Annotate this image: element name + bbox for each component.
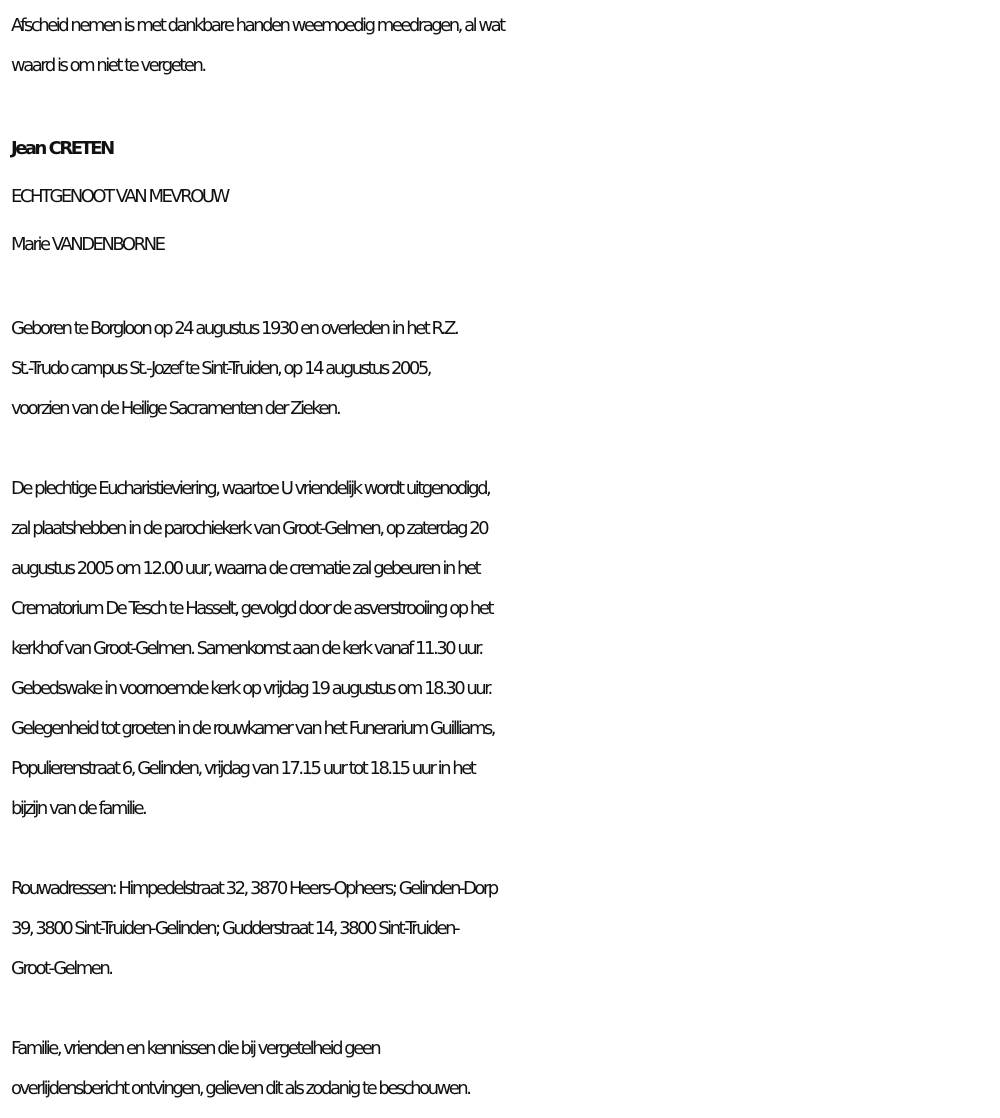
birth-death-paragraph: [11, 309, 996, 429]
paragraph-line: Gebedswake in voornoemde kerk op vrijdag 19 augustus om 18.30 uur.: [11, 678, 491, 699]
death-notice: [11, 6, 996, 1109]
paragraph-line: Gelegenheid tot groeten in de rouwkamer van het Funerarium Guilliams,: [11, 718, 494, 739]
deceased-block: [11, 125, 996, 269]
paragraph-line: kerkhof van Groot-Gelmen. Samenkomst aan de kerk vanaf 11.30 uur.: [11, 638, 482, 659]
paragraph-line: Groot-Gelmen.: [11, 958, 112, 979]
paragraph-line: Familie, vrienden en kennissen die bij vergetelheid geen: [11, 1038, 380, 1059]
paragraph-line: St.-Trudo campus St.-Jozef te Sint-Truiden, op 14 augustus 2005,: [11, 358, 430, 379]
relation-line: ECHTGENOOT VAN MEVROUW: [11, 186, 228, 207]
addresses-paragraph: [11, 869, 996, 989]
paragraph-line: Rouwadressen: Himpedelstraat 32, 3870 Heers-Opheers; Gelinden-Dorp: [11, 878, 497, 899]
paragraph-line: Crematorium De Tesch te Hasselt, gevolgd door de asverstrooiing op het: [11, 598, 492, 619]
spouse-name: Marie VANDENBORNE: [11, 234, 164, 255]
deceased-name: Jean CRETEN: [11, 138, 113, 159]
paragraph-line: augustus 2005 om 12.00 uur, waarna de crematie zal gebeuren in het: [11, 558, 480, 579]
quote-line: Afscheid nemen is met dankbare handen weemoedig meedragen, al wat: [11, 15, 504, 36]
ceremony-paragraph: [11, 469, 996, 829]
paragraph-line: voorzien van de Heilige Sacramenten der Zieken.: [11, 398, 340, 419]
paragraph-line: Geboren te Borgloon op 24 augustus 1930 en overleden in het R.Z.: [11, 318, 458, 339]
paragraph-line: 39, 3800 Sint-Truiden-Gelinden; Gudderstraat 14, 3800 Sint-Truiden-: [11, 918, 458, 939]
notice-paragraph: [11, 1029, 996, 1109]
quote-line: waard is om niet te vergeten.: [11, 55, 205, 76]
quote-paragraph: [11, 6, 996, 86]
paragraph-line: Populierenstraat 6, Gelinden, vrijdag van 17.15 uur tot 18.15 uur in het: [11, 758, 475, 779]
paragraph-line: overlijdensbericht ontvingen, gelieven dit als zodanig te beschouwen.: [11, 1078, 470, 1099]
paragraph-line: bijzijn van de familie.: [11, 798, 146, 819]
paragraph-line: De plechtige Eucharistieviering, waartoe U vriendelijk wordt uitgenodigd,: [11, 478, 490, 499]
paragraph-line: zal plaatshebben in de parochiekerk van Groot-Gelmen, op zaterdag 20: [11, 518, 488, 539]
